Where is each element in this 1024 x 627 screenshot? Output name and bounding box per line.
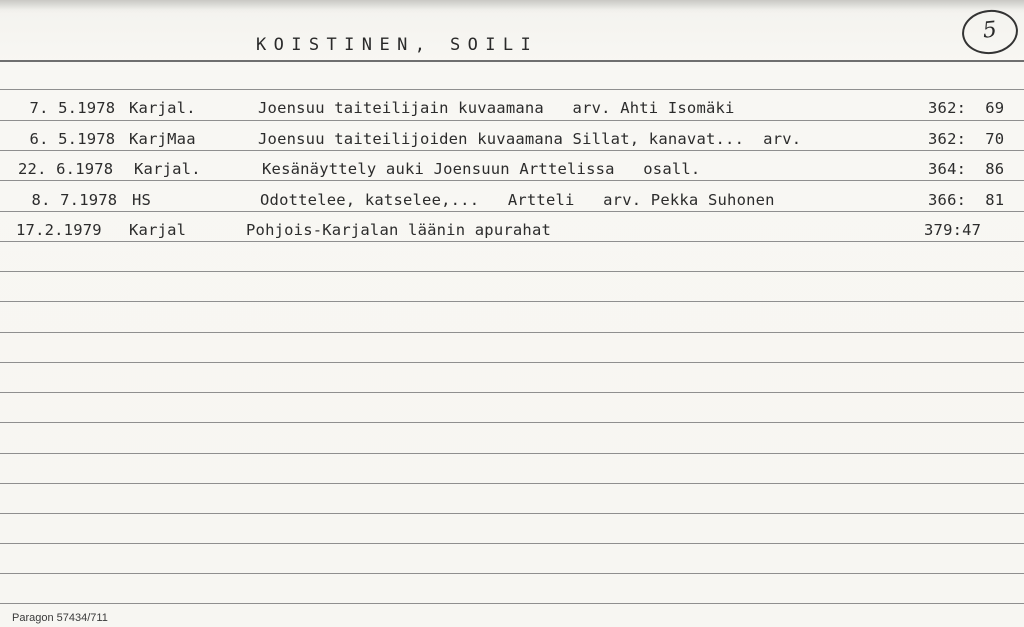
entry-date: 7. 5.1978 [20, 99, 116, 117]
ruled-line [0, 422, 1024, 423]
ruled-line [0, 271, 1024, 272]
card-header-name: KOISTINEN, SOILI [256, 35, 539, 55]
ruled-line [0, 603, 1024, 604]
entry-title: Odottelee, katselee,... Artteli arv. Pekka Suhonen [260, 191, 775, 209]
ruled-line [0, 332, 1024, 333]
card-number: 5 [981, 17, 999, 44]
entry-ref: 362: 70 [928, 130, 1005, 148]
card-footer-printmark: Paragon 57434/711 [12, 612, 108, 624]
entry-ref: 379:47 [924, 221, 982, 239]
entry-source: HS [132, 191, 152, 209]
entry-date: 8. 7.1978 [22, 191, 118, 209]
ruled-line [0, 120, 1024, 121]
card-number-circle [960, 7, 1020, 57]
header-rule [0, 60, 1024, 62]
entry-source: Karjal. [129, 99, 196, 117]
entry-title: Kesänäyttely auki Joensuun Arttelissa osall. [262, 160, 701, 178]
entry-title: Joensuu taiteilijain kuvaamana arv. Ahti Isomäki [258, 99, 735, 117]
ruled-line [0, 573, 1024, 574]
entry-title: Pohjois-Karjalan läänin apurahat [246, 221, 552, 239]
ruled-line [0, 150, 1024, 151]
ruled-line [0, 483, 1024, 484]
entry-source: Karjal. [134, 160, 201, 178]
ruled-line [0, 211, 1024, 212]
ruled-line [0, 362, 1024, 363]
ruled-line [0, 543, 1024, 544]
entry-ref: 366: 81 [928, 191, 1005, 209]
ruled-line [0, 392, 1024, 393]
entry-ref: 364: 86 [928, 160, 1005, 178]
entry-date: 6. 5.1978 [20, 130, 116, 148]
entry-date: 22. 6.1978 [18, 160, 114, 178]
ruled-line [0, 453, 1024, 454]
ruled-line [0, 301, 1024, 302]
entry-source: Karjal [129, 221, 187, 239]
ruled-line [0, 180, 1024, 181]
ruled-line [0, 513, 1024, 514]
entry-title: Joensuu taiteilijoiden kuvaamana Sillat, kanavat... arv. [258, 130, 802, 148]
entry-source: KarjMaa [129, 130, 196, 148]
entry-ref: 362: 69 [928, 99, 1005, 117]
ruled-line [0, 89, 1024, 90]
ruled-line [0, 241, 1024, 242]
entry-date: 17.2.1979 [16, 221, 102, 239]
card-top-edge [0, 0, 1024, 14]
